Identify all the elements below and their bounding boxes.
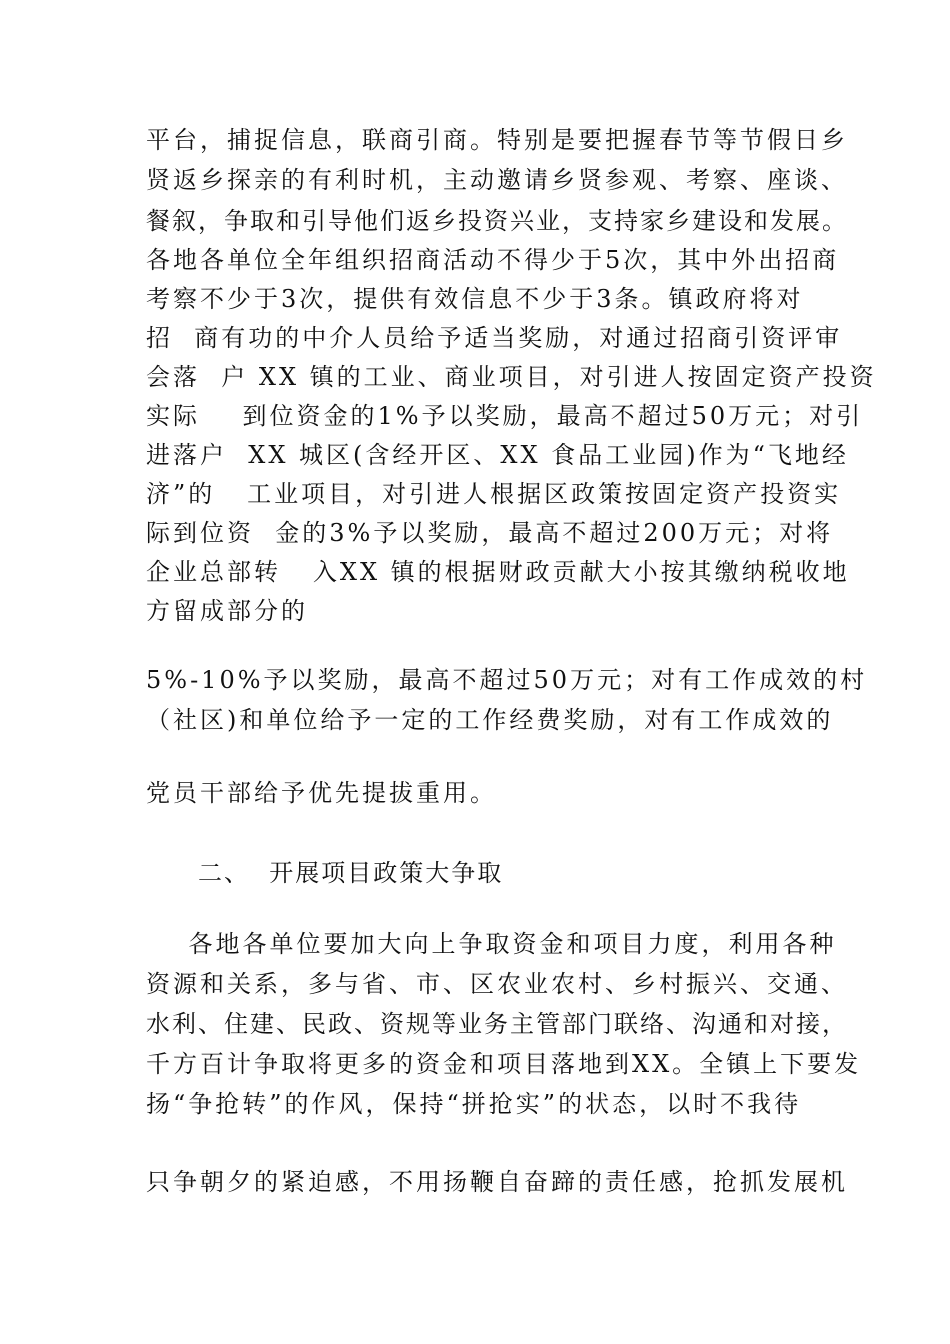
body-text-line: 考察不少于3次，提供有效信息不少于3条。镇政府将对 — [146, 285, 804, 313]
body-text-line: 贤返乡探亲的有利时机，主动邀请乡贤参观、考察、座谈、 — [146, 166, 848, 194]
section-heading: 二、 开展项目政策大争取 — [198, 859, 504, 887]
body-text-line: 际到位资 金的3%予以奖励，最高不超过200万元；对将 — [146, 519, 834, 547]
body-text-line: 资源和关系，多与省、市、区农业农村、乡村振兴、交通、 — [146, 970, 848, 998]
body-text-line: 实际 到位资金的1%予以奖励，最高不超过50万元；对引 — [146, 402, 864, 430]
body-text-line: （社区)和单位给予一定的工作经费奖励，对有工作成效的 — [146, 706, 834, 734]
body-text-line: 餐叙，争取和引导他们返乡投资兴业，支持家乡建设和发展。 — [146, 207, 848, 235]
body-text-line: 党员干部给予优先提拔重用。 — [146, 779, 497, 807]
body-text-line: 各地各单位要加大向上争取资金和项目力度，利用各种 — [146, 930, 837, 958]
body-text-line: 会落 户 XX 镇的工业、商业项目，对引进人按固定资产投资 — [146, 363, 877, 391]
body-text-line: 水利、住建、民政、资规等业务主管部门联络、沟通和对接， — [146, 1010, 848, 1038]
body-text-line: 招 商有功的中介人员给予适当奖励，对通过招商引资评审 — [146, 324, 843, 352]
body-text-line: 只争朝夕的紧迫感，不用扬鞭自奋蹄的责任感，抢抓发展机 — [146, 1168, 848, 1196]
body-text-line: 企业总部转 入XX 镇的根据财政贡献大小按其缴纳税收地 — [146, 558, 850, 586]
body-text-line: 5%-10%予以奖励，最高不超过50万元；对有工作成效的村 — [146, 666, 868, 694]
body-text-line: 平台，捕捉信息，联商引商。特别是要把握春节等节假日乡 — [146, 126, 848, 154]
body-text-line: 扬“争抢转”的作风，保持“拼抢实”的状态，以时不我待 — [146, 1090, 802, 1118]
body-text-line: 济”的 工业项目，对引进人根据区政策按固定资产投资实 — [146, 480, 842, 508]
body-text-line: 方留成部分的 — [146, 597, 308, 625]
body-text-line: 进落户 XX 城区(含经开区、XX 食品工业园)作为“飞地经 — [146, 441, 849, 469]
body-text-line: 各地各单位全年组织招商活动不得少于5次，其中外出招商 — [146, 246, 840, 274]
body-text-line: 千方百计争取将更多的资金和项目落地到XX。全镇上下要发 — [146, 1050, 862, 1078]
